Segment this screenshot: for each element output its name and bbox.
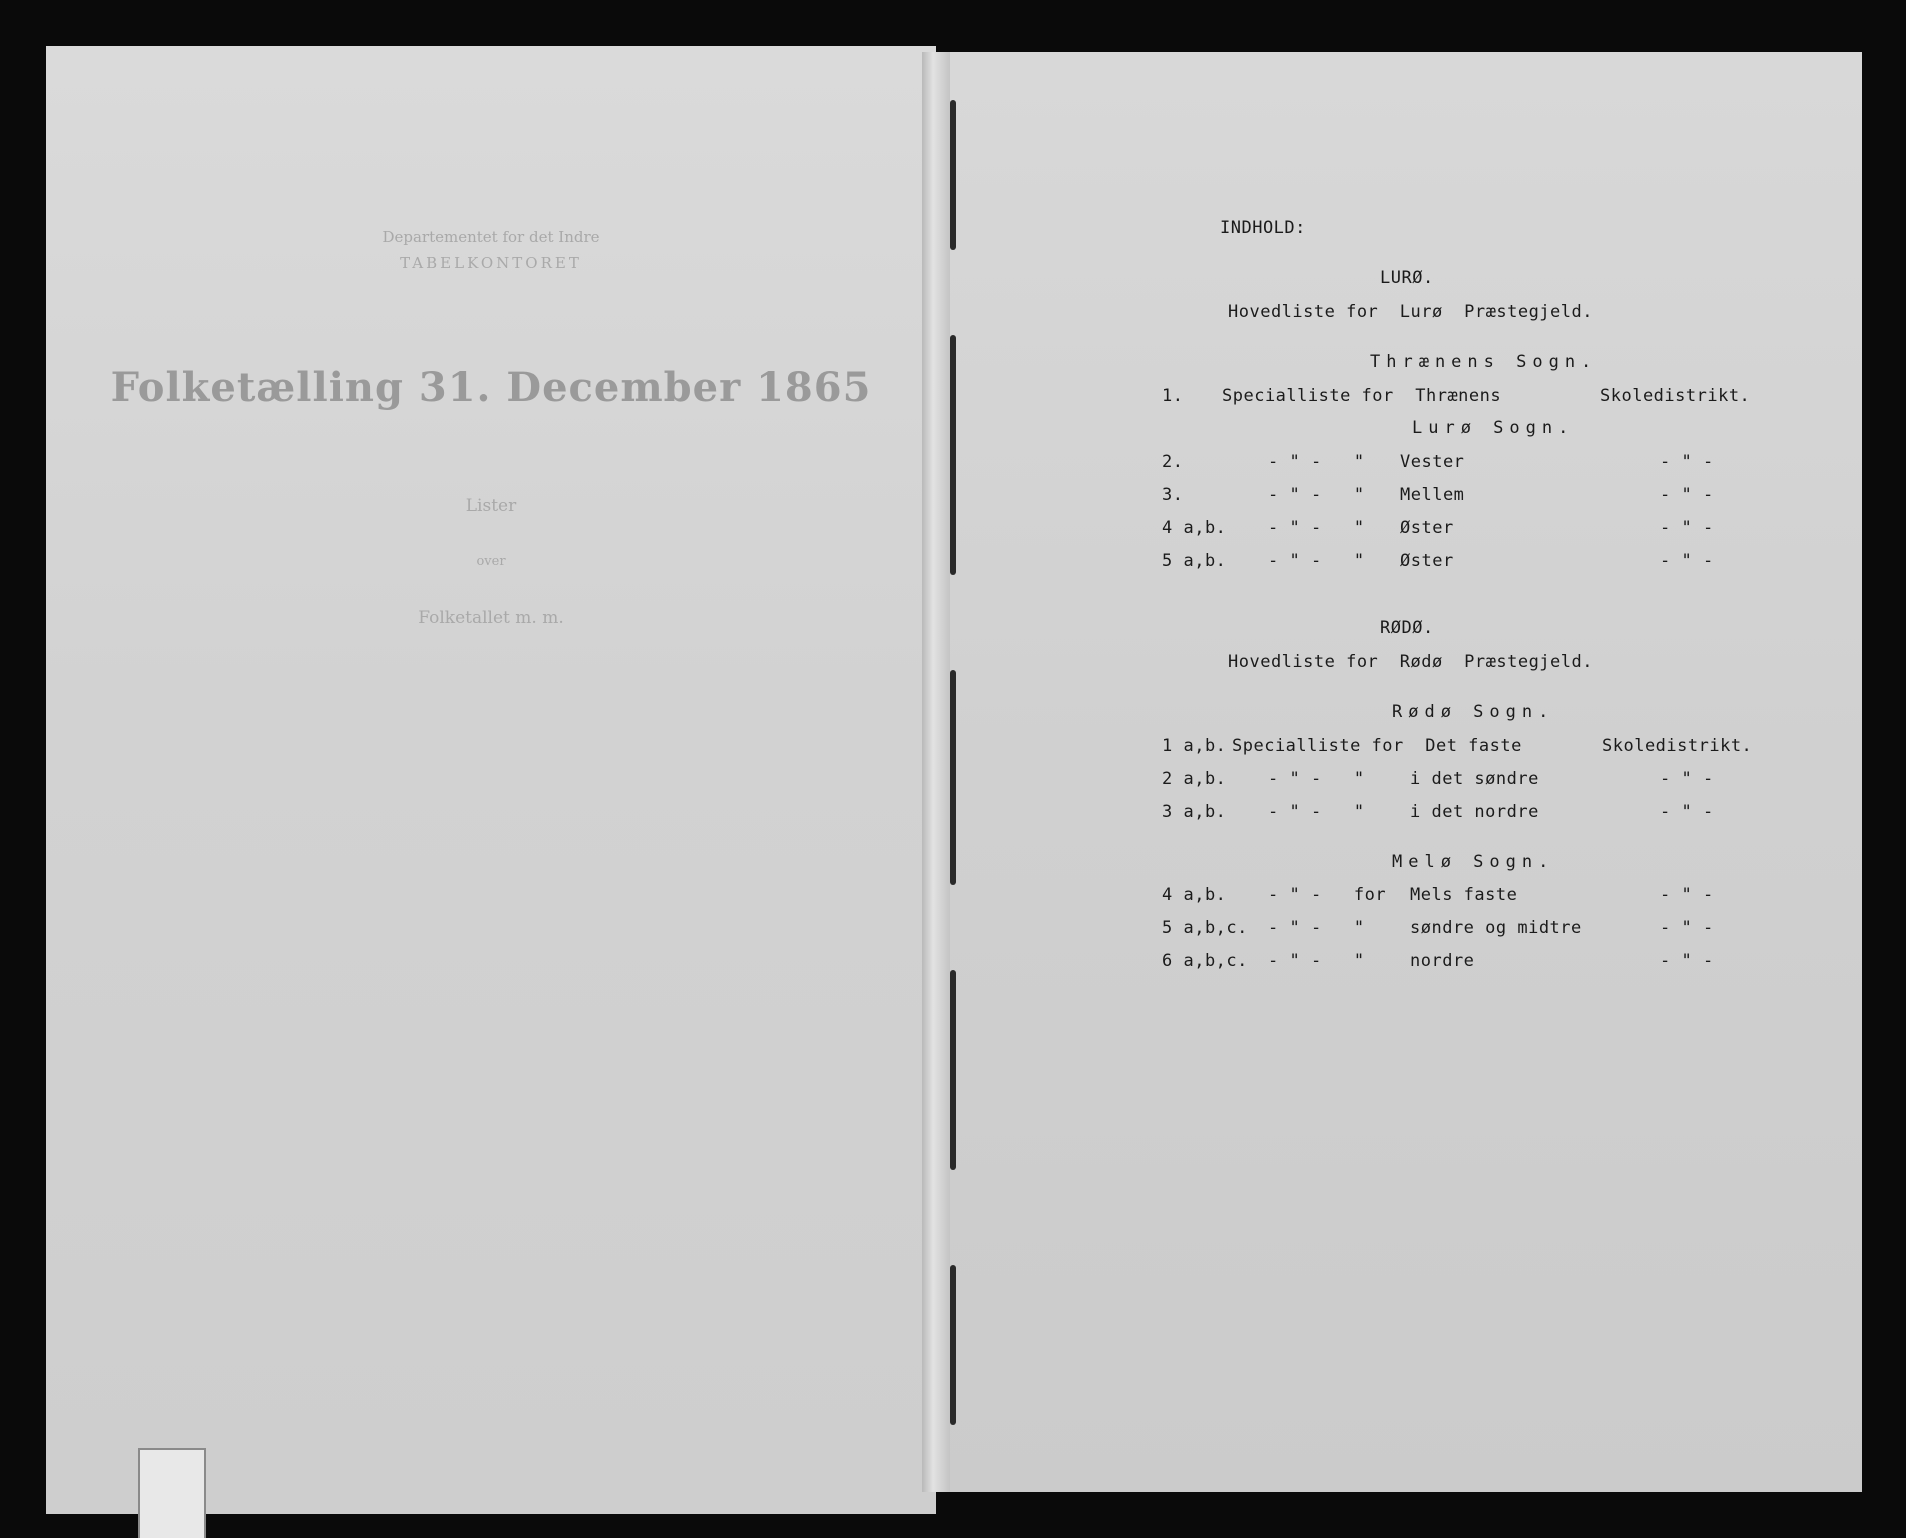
- toc-district: - " -: [1660, 551, 1714, 571]
- toc-district: - " -: [1660, 485, 1714, 505]
- toc-district: - " -: [1660, 452, 1714, 472]
- toc-number: 5 a,b,c.: [1162, 918, 1248, 938]
- toc-district: - " -: [1660, 885, 1714, 905]
- toc-number: 1.: [1162, 386, 1184, 406]
- toc-ditto: - " - for: [1268, 885, 1387, 905]
- luro-hovedliste: Hovedliste for Lurø Præstegjeld.: [1228, 302, 1593, 322]
- toc-ditto: - " - ": [1268, 918, 1365, 938]
- office-stamp: TABELKONTORET: [400, 254, 582, 272]
- department-stamp: Departementet for det Indre: [382, 228, 600, 246]
- toc-ditto: - " - ": [1268, 769, 1365, 789]
- binding-stitch: [950, 670, 956, 885]
- toc-ditto: - " - ": [1268, 518, 1365, 538]
- page-tab: [138, 1448, 206, 1538]
- book-spine: [922, 52, 950, 1492]
- rodo-hovedliste: Hovedliste for Rødø Præstegjeld.: [1228, 652, 1593, 672]
- toc-entry: i det søndre: [1410, 769, 1539, 789]
- toc-ditto: - " - ": [1268, 551, 1365, 571]
- toc-entry: Specialliste for Thrænens: [1222, 386, 1502, 406]
- toc-district: - " -: [1660, 518, 1714, 538]
- luro-title: LURØ.: [1380, 268, 1434, 288]
- toc-number: 1 a,b.: [1162, 736, 1227, 756]
- thraenens-sogn: Thrænens Sogn.: [1370, 352, 1598, 372]
- toc-entry: Øster: [1400, 518, 1454, 538]
- toc-ditto: - " - ": [1268, 452, 1365, 472]
- toc-number: 3.: [1162, 485, 1184, 505]
- toc-district: - " -: [1660, 918, 1714, 938]
- toc-number: 6 a,b,c.: [1162, 951, 1248, 971]
- toc-entry: Mels faste: [1410, 885, 1518, 905]
- luro-sogn: Lurø Sogn.: [1412, 418, 1575, 438]
- binding-stitch: [950, 335, 956, 575]
- toc-entry: i det nordre: [1410, 802, 1539, 822]
- toc-entry: Vester: [1400, 452, 1465, 472]
- left-page: [46, 46, 936, 1514]
- toc-district: Skoledistrikt.: [1602, 736, 1753, 756]
- toc-ditto: - " - ": [1268, 802, 1365, 822]
- toc-ditto: - " - ": [1268, 485, 1365, 505]
- toc-ditto: - " - ": [1268, 951, 1365, 971]
- rodo-sogn: Rødø Sogn.: [1392, 702, 1555, 722]
- toc-entry: Øster: [1400, 551, 1454, 571]
- toc-entry: søndre og midtre: [1410, 918, 1582, 938]
- toc-number: 4 a,b.: [1162, 518, 1227, 538]
- toc-district: - " -: [1660, 769, 1714, 789]
- toc-district: - " -: [1660, 951, 1714, 971]
- melo-sogn: Melø Sogn.: [1392, 852, 1555, 872]
- binding-stitch: [950, 100, 956, 250]
- toc-entry: Specialliste for Det faste: [1232, 736, 1522, 756]
- binding-stitch: [950, 970, 956, 1170]
- toc-number: 2 a,b.: [1162, 769, 1227, 789]
- census-title: Folketælling 31. December 1865: [110, 364, 872, 411]
- toc-entry: Mellem: [1400, 485, 1465, 505]
- toc-number: 3 a,b.: [1162, 802, 1227, 822]
- toc-district: Skoledistrikt.: [1600, 386, 1751, 406]
- toc-district: - " -: [1660, 802, 1714, 822]
- contents-heading: INDHOLD:: [1220, 218, 1306, 238]
- binding-stitch: [950, 1265, 956, 1425]
- toc-number: 4 a,b.: [1162, 885, 1227, 905]
- rodo-title: RØDØ.: [1380, 618, 1434, 638]
- over-label: over: [476, 554, 506, 569]
- toc-number: 5 a,b.: [1162, 551, 1227, 571]
- folketallet-label: Folketallet m. m.: [418, 608, 564, 628]
- toc-entry: nordre: [1410, 951, 1475, 971]
- toc-number: 2.: [1162, 452, 1184, 472]
- lister-label: Lister: [465, 496, 517, 516]
